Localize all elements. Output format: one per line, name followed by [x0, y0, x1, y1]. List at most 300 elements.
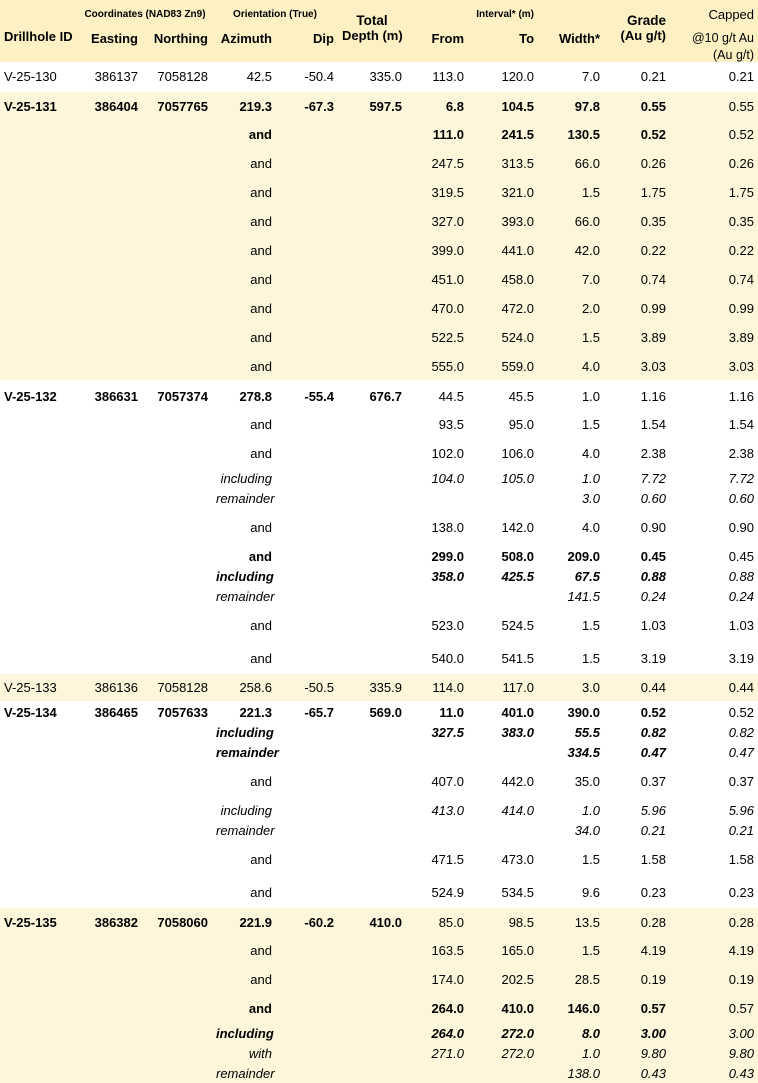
to-cell: 142.0	[468, 508, 538, 546]
northing-cell	[142, 742, 212, 762]
header-northing: Northing	[142, 28, 212, 48]
to-cell: 202.5	[468, 965, 538, 994]
northing-cell	[142, 566, 212, 586]
drillhole-id-cell	[0, 936, 78, 965]
grade-cell: 3.89	[604, 323, 670, 352]
capped-grade-cell: 3.00	[670, 1023, 758, 1043]
capped-grade-cell: 1.54	[670, 410, 758, 439]
from-cell: 247.5	[406, 149, 468, 178]
header-capped-line3: (Au g/t)	[670, 48, 758, 62]
grade-cell: 0.55	[604, 91, 670, 120]
total-depth-cell	[338, 488, 406, 508]
width-cell: 1.5	[538, 936, 604, 965]
dip-cell	[276, 265, 338, 294]
from-cell	[406, 488, 468, 508]
to-cell: 458.0	[468, 265, 538, 294]
total-depth-cell	[338, 965, 406, 994]
dip-cell	[276, 965, 338, 994]
drillhole-id-cell	[0, 644, 78, 673]
drillhole-id-cell	[0, 965, 78, 994]
interval-label-cell: and	[212, 265, 276, 294]
total-depth-cell	[338, 178, 406, 207]
capped-grade-cell: 0.74	[670, 265, 758, 294]
to-cell: 442.0	[468, 762, 538, 800]
from-cell: 555.0	[406, 352, 468, 381]
from-cell: 113.0	[406, 62, 468, 91]
table-row	[0, 800, 758, 820]
width-cell: 1.5	[538, 606, 604, 644]
total-depth-cell	[338, 265, 406, 294]
northing-cell: 7057633	[142, 702, 212, 722]
easting-cell: 386136	[78, 673, 142, 702]
interval-label-cell: including	[212, 1023, 276, 1043]
total-depth-cell	[338, 800, 406, 820]
to-cell: 541.5	[468, 644, 538, 673]
grade-cell: 7.72	[604, 468, 670, 488]
northing-cell	[142, 936, 212, 965]
total-depth-cell	[338, 323, 406, 352]
width-cell: 209.0	[538, 546, 604, 566]
dip-cell	[276, 878, 338, 907]
table-row	[0, 508, 758, 546]
grade-cell: 0.60	[604, 488, 670, 508]
from-cell: 6.8	[406, 91, 468, 120]
width-cell: 1.5	[538, 644, 604, 673]
width-cell: 13.5	[538, 907, 604, 936]
total-depth-cell	[338, 439, 406, 468]
capped-grade-cell: 0.43	[670, 1063, 758, 1083]
to-cell: 165.0	[468, 936, 538, 965]
to-cell: 534.5	[468, 878, 538, 907]
dip-cell: -50.4	[276, 62, 338, 91]
total-depth-cell	[338, 1023, 406, 1043]
easting-cell	[78, 178, 142, 207]
northing-cell	[142, 1063, 212, 1083]
to-cell: 98.5	[468, 907, 538, 936]
dip-cell	[276, 742, 338, 762]
easting-cell	[78, 120, 142, 149]
northing-cell	[142, 265, 212, 294]
table-row	[0, 840, 758, 878]
total-depth-cell: 335.0	[338, 62, 406, 91]
from-cell: 163.5	[406, 936, 468, 965]
from-cell: 114.0	[406, 673, 468, 702]
from-cell: 138.0	[406, 508, 468, 546]
grade-cell: 0.47	[604, 742, 670, 762]
dip-cell	[276, 800, 338, 820]
to-cell: 425.5	[468, 566, 538, 586]
width-cell: 66.0	[538, 149, 604, 178]
easting-cell	[78, 994, 142, 1023]
capped-grade-cell: 2.38	[670, 439, 758, 468]
to-cell	[468, 1063, 538, 1083]
drillhole-id-cell	[0, 840, 78, 878]
interval-label-cell: remainder	[212, 742, 276, 762]
width-cell: 2.0	[538, 294, 604, 323]
width-cell: 7.0	[538, 62, 604, 91]
capped-grade-cell: 3.03	[670, 352, 758, 381]
capped-grade-cell: 0.22	[670, 236, 758, 265]
grade-cell: 1.54	[604, 410, 670, 439]
grade-cell: 0.24	[604, 586, 670, 606]
from-cell: 11.0	[406, 702, 468, 722]
drillhole-id-cell	[0, 1043, 78, 1063]
total-depth-cell: 597.5	[338, 91, 406, 120]
table-row	[0, 820, 758, 840]
grade-cell: 0.28	[604, 907, 670, 936]
drillhole-id-cell	[0, 546, 78, 566]
total-depth-cell: 335.9	[338, 673, 406, 702]
easting-cell	[78, 439, 142, 468]
interval-label-cell: and	[212, 994, 276, 1023]
azimuth-cell: 219.3	[212, 91, 276, 120]
interval-label-cell: and	[212, 965, 276, 994]
total-depth-cell	[338, 149, 406, 178]
to-cell: 401.0	[468, 702, 538, 722]
capped-grade-cell: 0.52	[670, 702, 758, 722]
northing-cell	[142, 323, 212, 352]
to-cell: 120.0	[468, 62, 538, 91]
total-depth-cell	[338, 566, 406, 586]
drillhole-id-cell	[0, 149, 78, 178]
interval-label-cell: and	[212, 149, 276, 178]
total-depth-cell	[338, 508, 406, 546]
dip-cell: -67.3	[276, 91, 338, 120]
easting-cell: 386631	[78, 381, 142, 410]
northing-cell: 7058060	[142, 907, 212, 936]
interval-label-cell: remainder	[212, 1063, 276, 1083]
interval-label-cell: and	[212, 207, 276, 236]
easting-cell	[78, 762, 142, 800]
northing-cell	[142, 965, 212, 994]
table-row	[0, 91, 758, 120]
drillhole-id-cell	[0, 488, 78, 508]
capped-grade-cell: 3.19	[670, 644, 758, 673]
easting-cell	[78, 878, 142, 907]
from-cell: 407.0	[406, 762, 468, 800]
to-cell: 508.0	[468, 546, 538, 566]
total-depth-cell	[338, 1063, 406, 1083]
dip-cell	[276, 1063, 338, 1083]
drillhole-id-cell	[0, 1023, 78, 1043]
interval-label-cell: including	[212, 800, 276, 820]
easting-cell	[78, 546, 142, 566]
header-easting: Easting	[78, 28, 142, 48]
easting-cell: 386404	[78, 91, 142, 120]
interval-label-cell: and	[212, 546, 276, 566]
total-depth-cell	[338, 606, 406, 644]
from-cell: 271.0	[406, 1043, 468, 1063]
from-cell: 174.0	[406, 965, 468, 994]
interval-label-cell: and	[212, 439, 276, 468]
header-dip: Dip	[276, 28, 338, 48]
dip-cell	[276, 439, 338, 468]
northing-cell	[142, 468, 212, 488]
grade-cell: 0.26	[604, 149, 670, 178]
table-header	[0, 0, 758, 62]
capped-grade-cell: 0.24	[670, 586, 758, 606]
capped-grade-cell: 9.80	[670, 1043, 758, 1063]
easting-cell: 386137	[78, 62, 142, 91]
table-row	[0, 352, 758, 381]
grade-cell: 1.03	[604, 606, 670, 644]
total-depth-cell	[338, 352, 406, 381]
from-cell: 327.5	[406, 722, 468, 742]
to-cell: 272.0	[468, 1023, 538, 1043]
header-width: Width*	[538, 28, 604, 48]
table-row	[0, 178, 758, 207]
capped-grade-cell: 0.19	[670, 965, 758, 994]
dip-cell	[276, 722, 338, 742]
grade-cell: 9.80	[604, 1043, 670, 1063]
table-row	[0, 294, 758, 323]
table-row	[0, 120, 758, 149]
dip-cell	[276, 820, 338, 840]
capped-grade-cell: 0.21	[670, 62, 758, 91]
width-cell: 67.5	[538, 566, 604, 586]
width-cell: 138.0	[538, 1063, 604, 1083]
drillhole-id-cell	[0, 410, 78, 439]
total-depth-cell	[338, 722, 406, 742]
capped-grade-cell: 0.60	[670, 488, 758, 508]
grade-cell: 1.16	[604, 381, 670, 410]
from-cell: 93.5	[406, 410, 468, 439]
table-row	[0, 546, 758, 566]
drillhole-id-cell	[0, 468, 78, 488]
header-azimuth: Azimuth	[212, 28, 276, 48]
capped-grade-cell: 0.52	[670, 120, 758, 149]
grade-cell: 0.44	[604, 673, 670, 702]
table-row	[0, 207, 758, 236]
table-row	[0, 965, 758, 994]
width-cell: 1.0	[538, 1043, 604, 1063]
northing-cell	[142, 1043, 212, 1063]
to-cell: 441.0	[468, 236, 538, 265]
drillhole-id-cell	[0, 120, 78, 149]
header-grade-line1: Grade	[604, 0, 670, 28]
total-depth-cell: 569.0	[338, 702, 406, 722]
northing-cell: 7057374	[142, 381, 212, 410]
from-cell: 451.0	[406, 265, 468, 294]
drillhole-id-cell	[0, 820, 78, 840]
width-cell: 4.0	[538, 508, 604, 546]
easting-cell	[78, 644, 142, 673]
table-row	[0, 762, 758, 800]
from-cell: 470.0	[406, 294, 468, 323]
dip-cell	[276, 207, 338, 236]
from-cell: 399.0	[406, 236, 468, 265]
grade-cell: 0.99	[604, 294, 670, 323]
capped-grade-cell: 0.90	[670, 508, 758, 546]
table-row	[0, 644, 758, 673]
dip-cell	[276, 323, 338, 352]
interval-label-cell: remainder	[212, 488, 276, 508]
dip-cell: -60.2	[276, 907, 338, 936]
dip-cell	[276, 1023, 338, 1043]
drillhole-id-cell: V-25-135	[0, 907, 78, 936]
grade-cell: 0.52	[604, 702, 670, 722]
width-cell: 4.0	[538, 439, 604, 468]
table-row	[0, 468, 758, 488]
to-cell: 117.0	[468, 673, 538, 702]
capped-grade-cell: 0.88	[670, 566, 758, 586]
azimuth-cell: 221.9	[212, 907, 276, 936]
total-depth-cell	[338, 294, 406, 323]
total-depth-cell: 676.7	[338, 381, 406, 410]
total-depth-cell: 410.0	[338, 907, 406, 936]
drillhole-id-cell	[0, 762, 78, 800]
grade-cell: 0.21	[604, 62, 670, 91]
drillhole-id-cell: V-25-133	[0, 673, 78, 702]
capped-grade-cell: 0.37	[670, 762, 758, 800]
dip-cell	[276, 840, 338, 878]
grade-cell: 0.43	[604, 1063, 670, 1083]
easting-cell: 386465	[78, 702, 142, 722]
to-cell: 393.0	[468, 207, 538, 236]
northing-cell: 7058128	[142, 673, 212, 702]
table-row	[0, 488, 758, 508]
to-cell: 410.0	[468, 994, 538, 1023]
interval-label-cell: and	[212, 762, 276, 800]
dip-cell	[276, 149, 338, 178]
width-cell: 66.0	[538, 207, 604, 236]
width-cell: 1.5	[538, 840, 604, 878]
easting-cell	[78, 410, 142, 439]
easting-cell	[78, 468, 142, 488]
total-depth-cell	[338, 207, 406, 236]
northing-cell	[142, 508, 212, 546]
capped-grade-cell: 1.75	[670, 178, 758, 207]
total-depth-cell	[338, 820, 406, 840]
interval-label-cell: remainder	[212, 820, 276, 840]
interval-label-cell: and	[212, 120, 276, 149]
capped-grade-cell: 1.58	[670, 840, 758, 878]
from-cell	[406, 742, 468, 762]
dip-cell	[276, 120, 338, 149]
total-depth-cell	[338, 120, 406, 149]
from-cell	[406, 820, 468, 840]
from-cell: 358.0	[406, 566, 468, 586]
grade-cell: 0.22	[604, 236, 670, 265]
table-row	[0, 722, 758, 742]
dip-cell: -50.5	[276, 673, 338, 702]
dip-cell	[276, 1043, 338, 1063]
grade-cell: 0.90	[604, 508, 670, 546]
dip-cell	[276, 936, 338, 965]
easting-cell	[78, 488, 142, 508]
drillhole-id-cell	[0, 294, 78, 323]
table-row	[0, 1043, 758, 1063]
capped-grade-cell: 0.57	[670, 994, 758, 1023]
capped-grade-cell: 4.19	[670, 936, 758, 965]
easting-cell	[78, 1063, 142, 1083]
interval-label-cell: and	[212, 644, 276, 673]
drillhole-id-cell: V-25-134	[0, 702, 78, 722]
northing-cell: 7058128	[142, 62, 212, 91]
northing-cell	[142, 586, 212, 606]
grade-cell: 0.52	[604, 120, 670, 149]
grade-cell: 5.96	[604, 800, 670, 820]
easting-cell	[78, 965, 142, 994]
northing-cell	[142, 722, 212, 742]
capped-grade-cell: 0.45	[670, 546, 758, 566]
dip-cell	[276, 606, 338, 644]
easting-cell	[78, 606, 142, 644]
to-cell: 414.0	[468, 800, 538, 820]
northing-cell	[142, 488, 212, 508]
interval-label-cell: including	[212, 722, 276, 742]
interval-label-cell: and	[212, 606, 276, 644]
capped-grade-cell: 0.44	[670, 673, 758, 702]
from-cell	[406, 586, 468, 606]
from-cell: 523.0	[406, 606, 468, 644]
northing-cell	[142, 207, 212, 236]
to-cell	[468, 742, 538, 762]
table-row	[0, 439, 758, 468]
easting-cell	[78, 149, 142, 178]
northing-cell	[142, 236, 212, 265]
total-depth-cell	[338, 840, 406, 878]
capped-grade-cell: 1.03	[670, 606, 758, 644]
header-to: To	[468, 28, 538, 48]
to-cell: 104.5	[468, 91, 538, 120]
table-row	[0, 381, 758, 410]
northing-cell	[142, 762, 212, 800]
table-row	[0, 149, 758, 178]
interval-label-cell: and	[212, 294, 276, 323]
total-depth-cell	[338, 878, 406, 907]
table-row	[0, 586, 758, 606]
width-cell: 97.8	[538, 91, 604, 120]
header-total-line1: Total	[338, 0, 406, 28]
drillhole-id-cell	[0, 878, 78, 907]
width-cell: 55.5	[538, 722, 604, 742]
northing-cell	[142, 546, 212, 566]
grade-cell: 0.74	[604, 265, 670, 294]
dip-cell	[276, 236, 338, 265]
grade-cell: 0.21	[604, 820, 670, 840]
easting-cell	[78, 1043, 142, 1063]
drillhole-id-cell	[0, 323, 78, 352]
drillhole-id-cell	[0, 606, 78, 644]
width-cell: 8.0	[538, 1023, 604, 1043]
capped-grade-cell: 0.23	[670, 878, 758, 907]
total-depth-cell	[338, 762, 406, 800]
capped-grade-cell: 5.96	[670, 800, 758, 820]
to-cell: 95.0	[468, 410, 538, 439]
dip-cell	[276, 468, 338, 488]
capped-grade-cell: 0.35	[670, 207, 758, 236]
header-total-line2: Depth (m)	[338, 28, 406, 48]
easting-cell	[78, 742, 142, 762]
dip-cell	[276, 586, 338, 606]
from-cell: 413.0	[406, 800, 468, 820]
grade-cell: 1.75	[604, 178, 670, 207]
northing-cell	[142, 120, 212, 149]
header-from: From	[406, 28, 468, 48]
to-cell: 383.0	[468, 722, 538, 742]
dip-cell	[276, 566, 338, 586]
northing-cell	[142, 439, 212, 468]
easting-cell	[78, 586, 142, 606]
total-depth-cell	[338, 410, 406, 439]
width-cell: 1.5	[538, 410, 604, 439]
capped-grade-cell: 3.89	[670, 323, 758, 352]
capped-grade-cell: 0.21	[670, 820, 758, 840]
width-cell: 334.5	[538, 742, 604, 762]
table-row	[0, 673, 758, 702]
from-cell: 264.0	[406, 1023, 468, 1043]
